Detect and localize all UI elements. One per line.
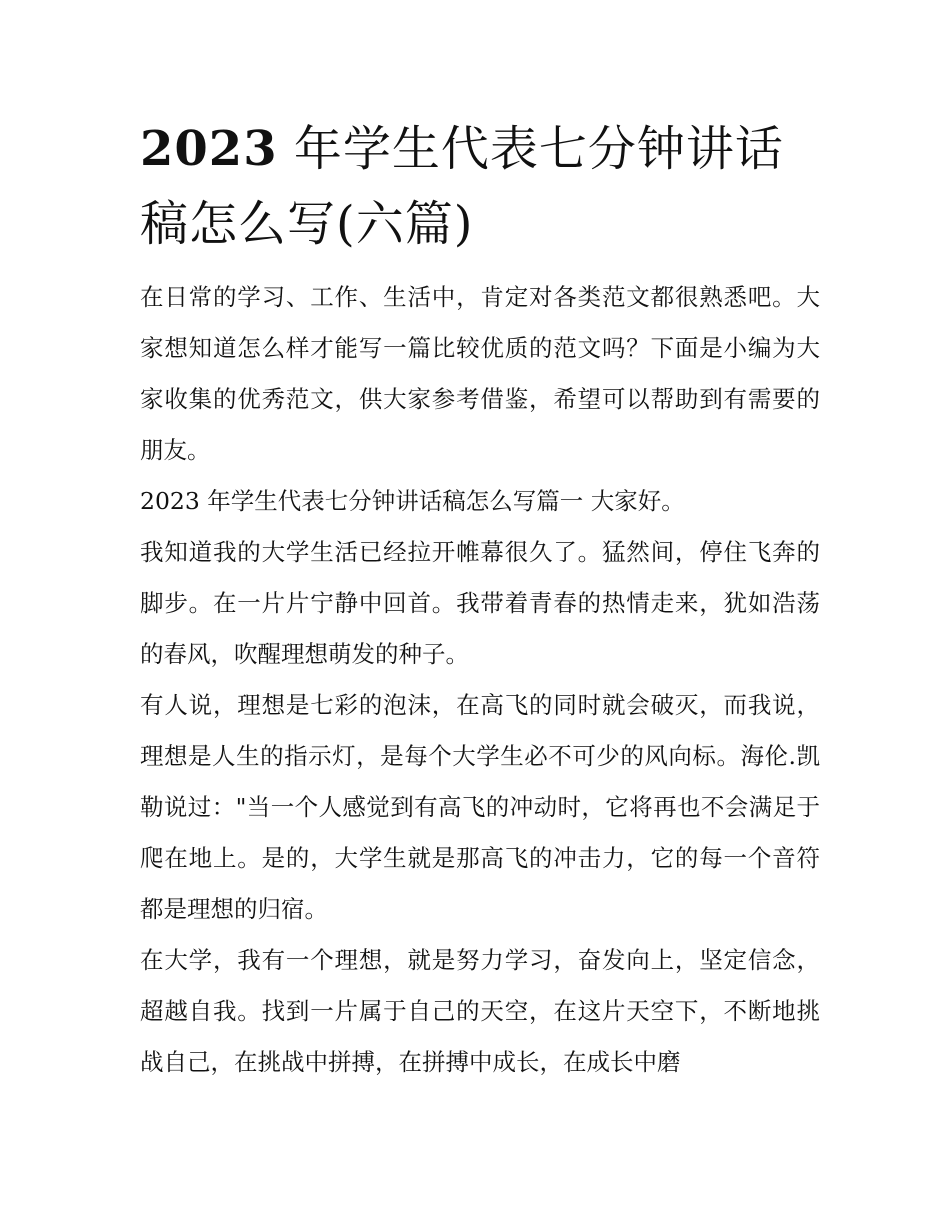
document-title (140, 112, 820, 262)
paragraph-body-2: 有人说，理想是七彩的泡沫，在高飞的同时就会破灭，而我说，理想是人生的指示灯，是每个大学生必不可少的风向标。海伦.凯勒说过："当一个人感觉到有高飞的冲动时，它将再也不会满足于爬在地上。是的，大学生就是那高飞的冲击力，它的每一个音符都是理想的归宿。 (140, 691, 820, 923)
paragraph-intro: 在日常的学习、工作、生活中，肯定对各类范文都很熟悉吧。大家想知道怎么样才能写一篇比较优质的范文吗？下面是小编为大家收集的优秀范文，供大家参考借鉴，希望可以帮助到有需要的朋友。 (140, 283, 820, 464)
document-body (140, 272, 820, 1088)
title-text: 年学生代表七分钟讲话稿怎么写(六篇) (140, 121, 784, 252)
paragraph-body-1: 我知道我的大学生活已经拉开帷幕很久了。猛然间，停住飞奔的脚步。在一片片宁静中回首。我带着青春的热情走来，犹如浩荡的春风，吹醒理想萌发的种子。 (140, 538, 820, 668)
paragraph-section-heading: 2023 年学生代表七分钟讲话稿怎么写篇一 大家好。 (140, 487, 685, 515)
title-year: 2023 (140, 121, 278, 177)
paragraph-body-3: 在大学，我有一个理想，就是努力学习，奋发向上，坚定信念，超越自我。找到一片属于自己的天空，在这片天空下，不断地挑战自己，在挑战中拼搏，在拼搏中成长，在成长中磨 (140, 946, 820, 1076)
